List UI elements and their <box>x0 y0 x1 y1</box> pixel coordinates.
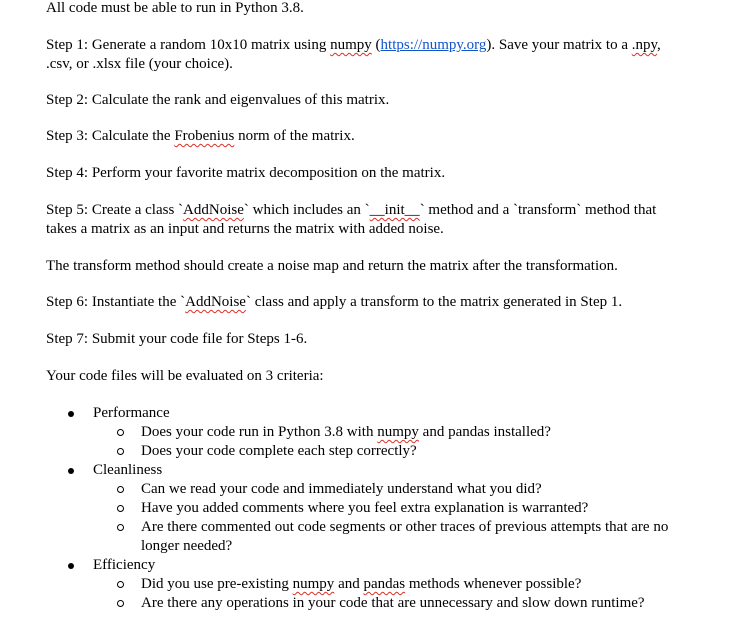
step2-paragraph <box>46 91 389 110</box>
question-text: and pandas installed? <box>418 424 551 440</box>
step7-text: Step 7: Submit your code file for Steps 1-6. <box>46 331 308 347</box>
step1-text: Step 1: Generate a random 10x10 matrix using <box>46 37 331 53</box>
list-item <box>46 442 686 461</box>
efficiency-questions <box>46 575 686 613</box>
criteria-intro-paragraph <box>46 367 324 386</box>
question-text: Are there any operations in your code that are unnecessary and slow down runtime? <box>141 595 645 611</box>
list-item <box>46 518 686 556</box>
criteria-item-performance <box>46 404 686 423</box>
criteria-label: Efficiency <box>93 557 156 573</box>
circle-bullet-icon <box>117 448 124 455</box>
list-item <box>46 423 686 442</box>
step6-paragraph <box>46 293 622 312</box>
step5-after: ` method and a `transform` method that takes a matrix as an input and returns the matrix with added noise. <box>46 202 657 237</box>
question-text: Have you added comments where you feel extra explanation is warranted? <box>141 500 589 516</box>
circle-bullet-icon <box>117 505 124 512</box>
list-item <box>46 575 686 594</box>
bullet-icon <box>68 411 74 417</box>
question-text: and <box>334 576 364 592</box>
step3-text: Step 3: Calculate the <box>46 128 175 144</box>
cleanliness-questions <box>46 480 686 556</box>
criteria-list <box>46 404 686 613</box>
circle-bullet-icon <box>117 524 124 531</box>
intro-paragraph <box>46 0 304 18</box>
criteria-item-cleanliness <box>46 461 686 480</box>
question-text: Are there commented out code segments or other traces of previous attempts that are no longer needed? <box>141 519 669 554</box>
step6-after: ` class and apply a transform to the matrix generated in Step 1. <box>245 294 623 310</box>
bullet-icon <box>68 468 74 474</box>
numpy-word: numpy <box>330 37 372 53</box>
question-text: Does your code complete each step correctly? <box>141 443 417 459</box>
step1-after: , .csv, or .xlsx file (your choice). <box>46 37 661 72</box>
criteria-item-efficiency <box>46 556 686 575</box>
criteria-intro-text: Your code files will be evaluated on 3 criteria: <box>46 368 324 384</box>
performance-questions <box>46 423 686 461</box>
intro-text: All code must be able to run in Python 3.8. <box>46 0 304 16</box>
transform-note-text: The transform method should create a noise map and return the matrix after the transformation. <box>46 258 618 274</box>
question-text: methods whenever possible? <box>405 576 582 592</box>
numpy-word: numpy <box>292 576 335 592</box>
step3-after: norm of the matrix. <box>234 128 355 144</box>
step5-paragraph <box>46 201 686 239</box>
transform-note-paragraph <box>46 257 618 276</box>
step5-mid: ` which includes an ` <box>243 202 370 218</box>
question-text: Does your code run in Python 3.8 with <box>141 424 378 440</box>
step3-paragraph <box>46 127 355 146</box>
step7-paragraph <box>46 330 307 349</box>
addnoise-word-2: AddNoise <box>185 294 246 310</box>
list-item <box>46 594 686 613</box>
question-text: Did you use pre-existing <box>141 576 293 592</box>
step4-paragraph <box>46 164 445 183</box>
numpy-link[interactable]: https://numpy.org <box>380 37 487 53</box>
step2-text: Step 2: Calculate the rank and eigenvalues of this matrix. <box>46 92 390 108</box>
circle-bullet-icon <box>117 581 124 588</box>
npy-word: .npy <box>631 37 658 53</box>
circle-bullet-icon <box>117 429 124 436</box>
pandas-word: pandas <box>363 576 406 592</box>
criteria-label: Performance <box>93 405 170 421</box>
step1-paragraph <box>46 36 676 74</box>
question-text: Can we read your code and immediately understand what you did? <box>141 481 542 497</box>
circle-bullet-icon <box>117 600 124 607</box>
list-item <box>46 480 686 499</box>
addnoise-word: AddNoise <box>183 202 244 218</box>
numpy-word: numpy <box>377 424 419 440</box>
step6-text: Step 6: Instantiate the ` <box>46 294 186 310</box>
list-item <box>46 499 686 518</box>
step1-mid: ). Save your matrix to a <box>486 37 632 53</box>
bullet-icon <box>68 563 74 569</box>
step1-paren: ( <box>371 37 381 53</box>
step5-text: Step 5: Create a class ` <box>46 202 184 218</box>
criteria-label: Cleanliness <box>93 462 163 478</box>
frobenius-word: Frobenius <box>174 128 235 144</box>
circle-bullet-icon <box>117 486 124 493</box>
init-word: __init__ <box>369 202 420 218</box>
step4-text: Step 4: Perform your favorite matrix decomposition on the matrix. <box>46 165 446 181</box>
